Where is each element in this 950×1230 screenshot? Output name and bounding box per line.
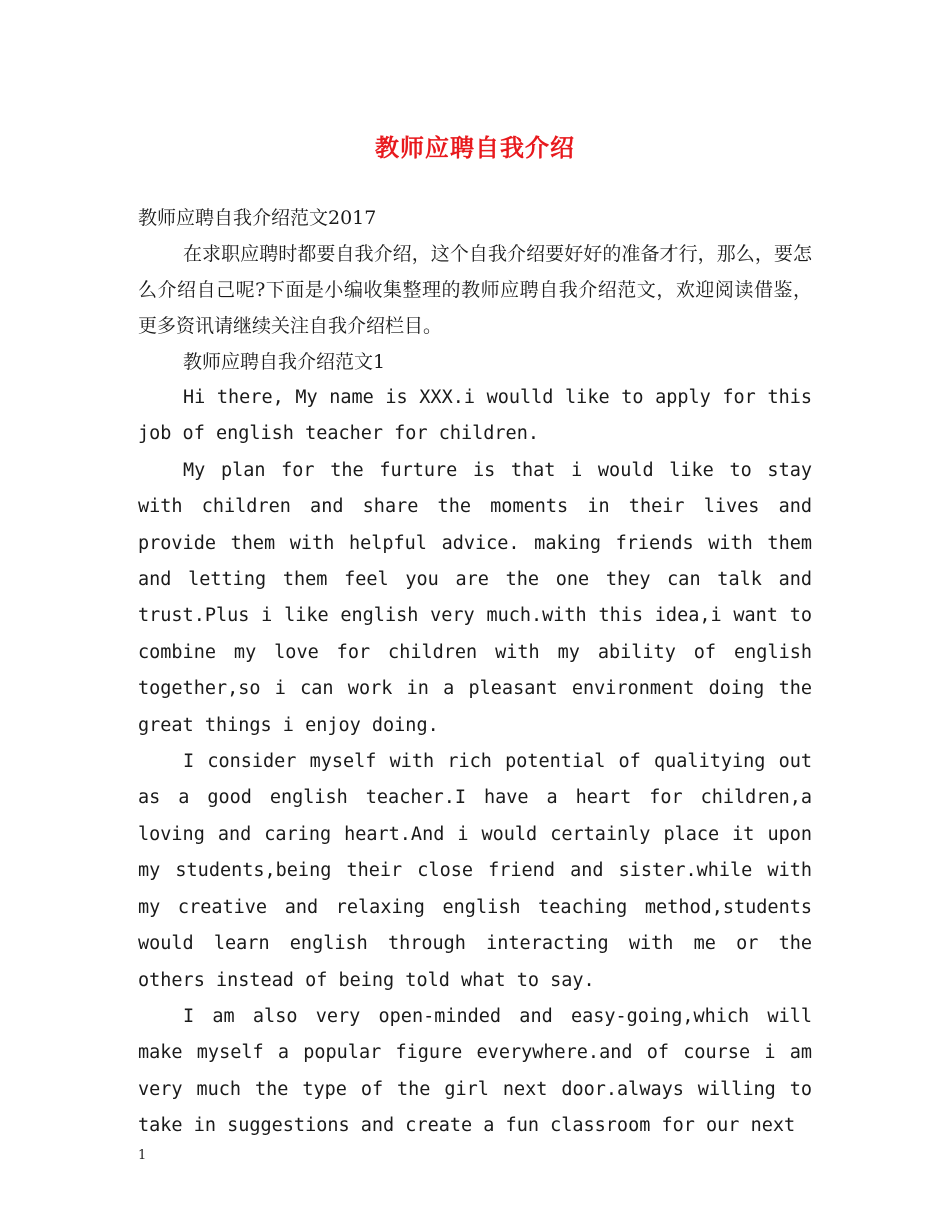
body-paragraph-3: I consider myself with rich potential of qualitying out as a good english teacher.I have a heart for children,a loving and caring heart.And i would certainly place it upon my students,being their close friend and sister.while with my creative and relaxing english teaching method,students would learn english through interacting with me or the others instead of being told what to say. (138, 751, 812, 991)
document-subtitle: 教师应聘自我介绍范文2017 (138, 207, 377, 229)
intro-paragraph: 在求职应聘时都要自我介绍，这个自我介绍要好好的准备才行，那么，要怎么介绍自己呢?下面是小编收集整理的教师应聘自我介绍范文，欢迎阅读借鉴，更多资讯请继续关注自我介绍栏目。 (138, 243, 812, 337)
document-title: 教师应聘自我介绍 (375, 133, 575, 162)
body-paragraph-1: Hi there, My name is XXX.i woulld like to apply for this job of english teacher for children. (138, 387, 812, 445)
body-paragraph-2: My plan for the furture is that i would like to stay with children and share the moments in their lives and provide them with helpful advice. making friends with them and letting them feel you are the one they can talk and trust.Plus i like english very much.with this idea,i want to combine my love for children with my ability of english together,so i can work in a pleasant environment doing the great things i enjoy doing. (138, 459, 812, 736)
page-number: 1 (138, 1148, 147, 1163)
body-paragraph-4: I am also very open-minded and easy-going,which will make myself a popular figure everywhere.and of course i am very much the type of the girl next door.always willing to take in suggestions and create a fun classroom for our next (138, 1005, 812, 1137)
section-heading: 教师应聘自我介绍范文1 (183, 351, 386, 373)
document-body (138, 200, 812, 1145)
